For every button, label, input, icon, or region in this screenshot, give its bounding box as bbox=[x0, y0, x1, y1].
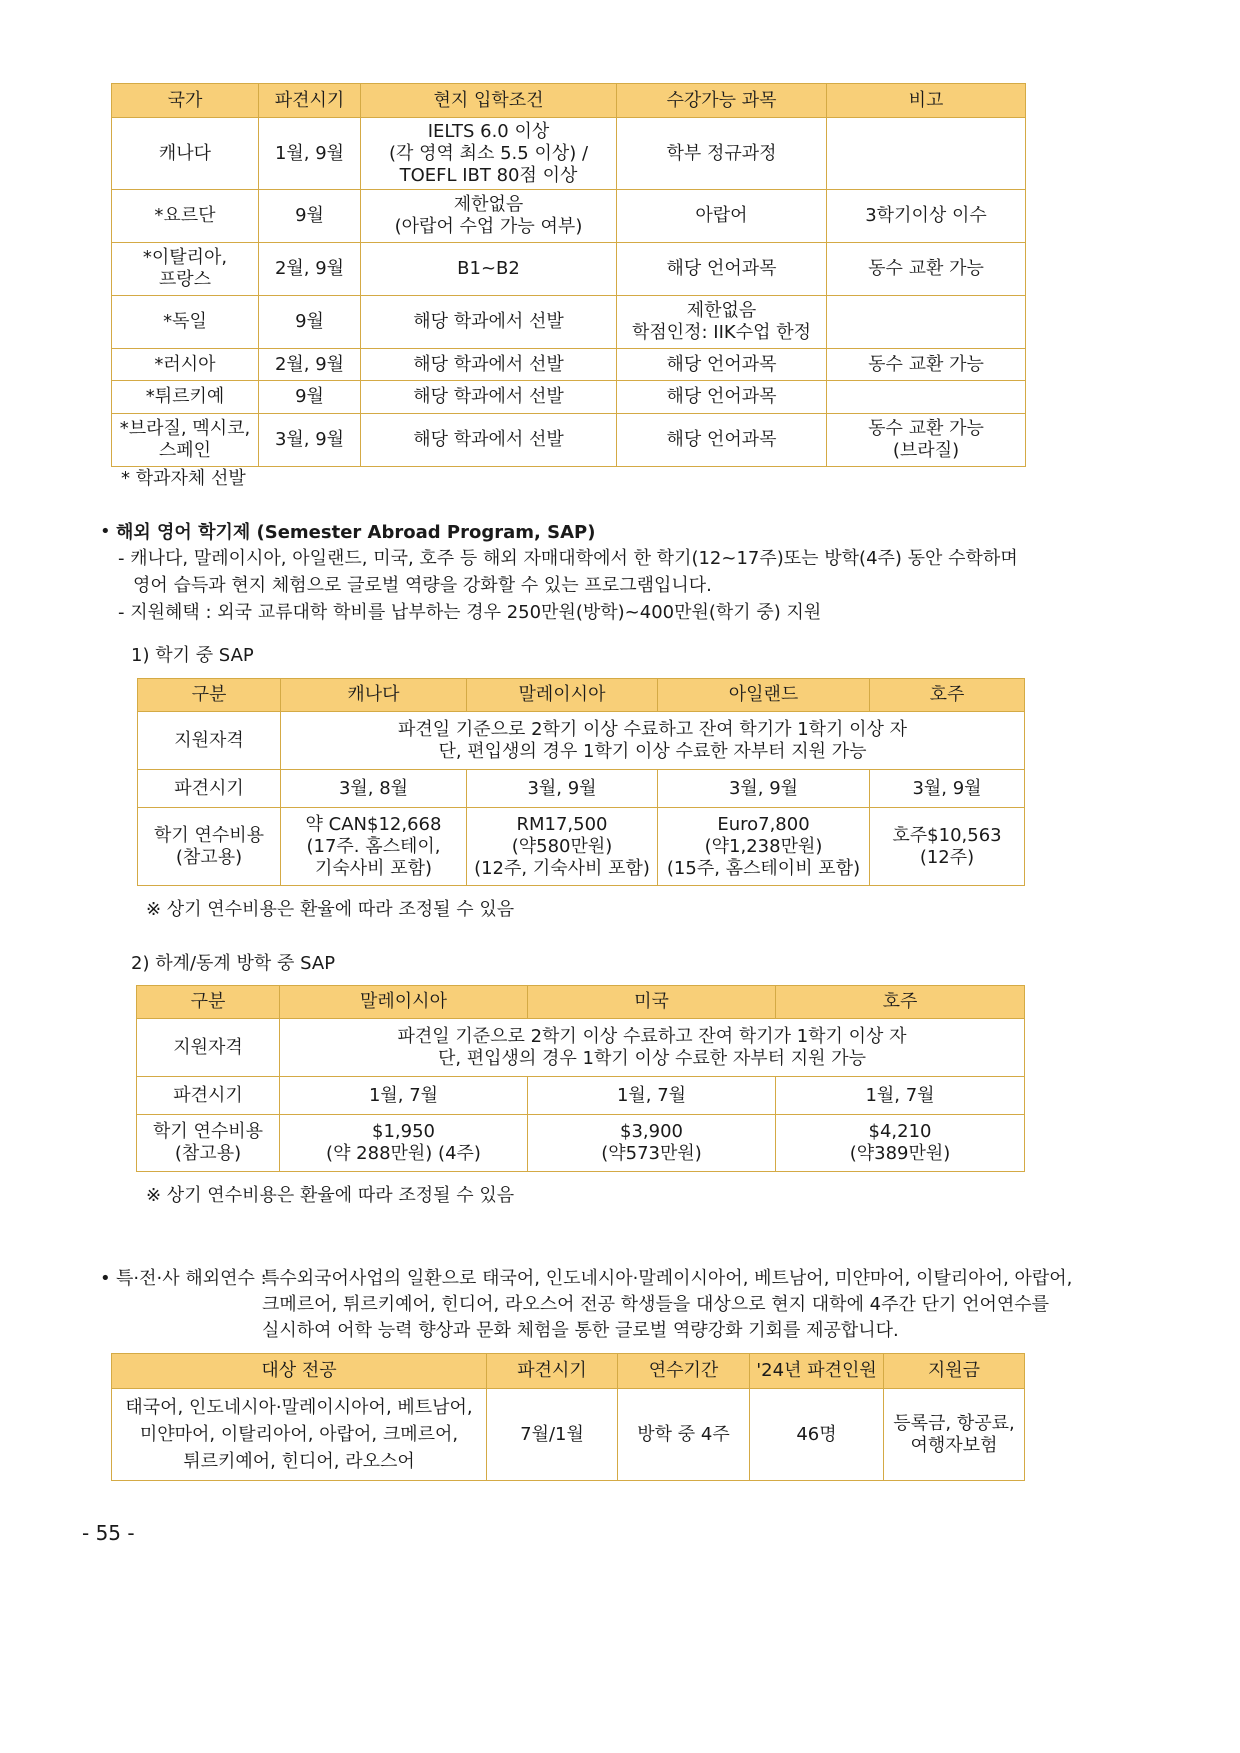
row-label-qualification: 지원자격 bbox=[138, 712, 281, 770]
special-program-line2: 크메르어, 튀르키예어, 힌디어, 라오스어 전공 학생들을 대상으로 현지 대학에 4주간 단기 언어연수를 bbox=[262, 1294, 1050, 1315]
table-cell: *튀르키예 bbox=[112, 381, 259, 414]
col-header-period: 파견시기 bbox=[487, 1354, 618, 1389]
col-header-duration: 연수기간 bbox=[618, 1354, 750, 1389]
col-header-australia: 호주 bbox=[870, 679, 1025, 712]
col-header-australia: 호주 bbox=[776, 986, 1025, 1019]
sap-desc-line1: - 캐나다, 말레이시아, 아일랜드, 미국, 호주 등 해외 자매대학에서 한 학기(12~17주)또는 방학(4주) 동안 수학하며 bbox=[118, 548, 1018, 569]
table-cell: 해당 언어과목 bbox=[617, 349, 827, 381]
table-cell: 해당 학과에서 선발 bbox=[361, 296, 617, 349]
table-cell: 1월, 7월 bbox=[776, 1077, 1025, 1115]
col-header-malaysia: 말레이시아 bbox=[467, 679, 658, 712]
table1-footnote: * 학과자체 선발 bbox=[121, 468, 246, 489]
table-row bbox=[112, 414, 1026, 467]
row-label-qualification: 지원자격 bbox=[137, 1019, 280, 1077]
qualification-text: 파견일 기준으로 2학기 이상 수료하고 잔여 학기가 1학기 이상 자 단, 편입생의 경우 1학기 이상 수료한 자부터 지원 가능 bbox=[280, 1019, 1025, 1077]
table-cell: 3월, 8월 bbox=[281, 770, 467, 808]
table-cell: 해당 언어과목 bbox=[617, 381, 827, 414]
col-header-courses: 수강가능 과목 bbox=[617, 84, 827, 118]
col-header-usa: 미국 bbox=[528, 986, 776, 1019]
table-cell: 해당 언어과목 bbox=[617, 414, 827, 467]
table-cell: $1,950 (약 288만원) (4주) bbox=[280, 1115, 528, 1172]
bullet-icon: • bbox=[100, 1268, 111, 1289]
table-cell: 1월, 9월 bbox=[259, 118, 361, 190]
table-cell: 46명 bbox=[750, 1389, 884, 1481]
table-cell: 동수 교환 가능 bbox=[827, 349, 1026, 381]
table-cell: *러시아 bbox=[112, 349, 259, 381]
col-header-admission: 현지 입학조건 bbox=[361, 84, 617, 118]
table-row bbox=[137, 1077, 1025, 1115]
table-cell: *독일 bbox=[112, 296, 259, 349]
table-cell: 제한없음 학점인정: IIK수업 한정 bbox=[617, 296, 827, 349]
table-row bbox=[138, 712, 1025, 770]
table-cell: $4,210 (약389만원) bbox=[776, 1115, 1025, 1172]
col-header-support: 지원금 bbox=[884, 1354, 1025, 1389]
col-header-category: 구분 bbox=[138, 679, 281, 712]
table-row bbox=[112, 381, 1026, 414]
table-cell: 3월, 9월 bbox=[658, 770, 870, 808]
col-header-ireland: 아일랜드 bbox=[658, 679, 870, 712]
special-language-table bbox=[111, 1353, 1025, 1481]
semester-sap-table bbox=[137, 678, 1025, 886]
table-cell bbox=[827, 118, 1026, 190]
sap-benefit: - 지원혜택 : 외국 교류대학 학비를 납부하는 경우 250만원(방학)~400만원(학기 중) 지원 bbox=[118, 602, 822, 623]
special-program-label: 특·전·사 해외연수 : bbox=[116, 1268, 267, 1289]
table-cell: 학부 정규과정 bbox=[617, 118, 827, 190]
col-header-period: 파견시기 bbox=[259, 84, 361, 118]
exchange-rate-note: ※ 상기 연수비용은 환율에 따라 조정될 수 있음 bbox=[146, 899, 515, 920]
table-cell: 9월 bbox=[259, 296, 361, 349]
exchange-rate-note: ※ 상기 연수비용은 환율에 따라 조정될 수 있음 bbox=[146, 1185, 515, 1206]
table-row bbox=[112, 190, 1026, 243]
table-cell: 3월, 9월 bbox=[467, 770, 658, 808]
table-row bbox=[138, 770, 1025, 808]
table-cell: 3월, 9월 bbox=[870, 770, 1025, 808]
table-cell: 2월, 9월 bbox=[259, 243, 361, 296]
col-header-canada: 캐나다 bbox=[281, 679, 467, 712]
table-row bbox=[137, 1115, 1025, 1172]
table-cell: 7월/1월 bbox=[487, 1389, 618, 1481]
table-row bbox=[138, 808, 1025, 886]
table-cell: 3학기이상 이수 bbox=[827, 190, 1026, 243]
table-cell: *요르단 bbox=[112, 190, 259, 243]
table-cell: 해당 학과에서 선발 bbox=[361, 381, 617, 414]
table-cell: 캐나다 bbox=[112, 118, 259, 190]
table-cell: 동수 교환 가능 bbox=[827, 243, 1026, 296]
table-cell: 9월 bbox=[259, 190, 361, 243]
table-cell: 1월, 7월 bbox=[528, 1077, 776, 1115]
table-cell: 등록금, 항공료, 여행자보험 bbox=[884, 1389, 1025, 1481]
col-header-category: 구분 bbox=[137, 986, 280, 1019]
row-label-cost: 학기 연수비용 (참고용) bbox=[138, 808, 281, 886]
col-header-country: 국가 bbox=[112, 84, 259, 118]
table-row bbox=[112, 349, 1026, 381]
col-header-malaysia: 말레이시아 bbox=[280, 986, 528, 1019]
sub-title-vacation: 2) 하계/동계 방학 중 SAP bbox=[131, 953, 336, 974]
page-number: - 55 - bbox=[82, 1521, 135, 1545]
table-cell: 아랍어 bbox=[617, 190, 827, 243]
row-label-period: 파견시기 bbox=[137, 1077, 280, 1115]
row-label-period: 파견시기 bbox=[138, 770, 281, 808]
table-cell bbox=[827, 381, 1026, 414]
table-cell: 동수 교환 가능 (브라질) bbox=[827, 414, 1026, 467]
table-cell: IELTS 6.0 이상 (각 영역 최소 5.5 이상) / TOEFL IBT 80점 이상 bbox=[361, 118, 617, 190]
table-cell: *브라질, 멕시코, 스페인 bbox=[112, 414, 259, 467]
sap-desc-line2: 영어 습득과 현지 체험으로 글로벌 역량을 강화할 수 있는 프로그램입니다. bbox=[133, 575, 712, 596]
table-row bbox=[112, 296, 1026, 349]
table-cell: 호주$10,563 (12주) bbox=[870, 808, 1025, 886]
col-header-participants: '24년 파견인원 bbox=[750, 1354, 884, 1389]
table-cell: 2월, 9월 bbox=[259, 349, 361, 381]
table-cell: B1~B2 bbox=[361, 243, 617, 296]
table-cell: 방학 중 4주 bbox=[618, 1389, 750, 1481]
bullet-icon: • bbox=[100, 521, 111, 542]
table-cell: 해당 학과에서 선발 bbox=[361, 349, 617, 381]
col-header-remarks: 비고 bbox=[827, 84, 1026, 118]
table-row bbox=[112, 1389, 1025, 1481]
table-cell: 3월, 9월 bbox=[259, 414, 361, 467]
table-cell: $3,900 (약573만원) bbox=[528, 1115, 776, 1172]
table-row bbox=[112, 118, 1026, 190]
table-cell: 제한없음 (아랍어 수업 가능 여부) bbox=[361, 190, 617, 243]
table-cell: *이탈리아, 프랑스 bbox=[112, 243, 259, 296]
table-row bbox=[137, 1019, 1025, 1077]
vacation-sap-table bbox=[136, 985, 1025, 1172]
col-header-major: 대상 전공 bbox=[112, 1354, 487, 1389]
table-cell bbox=[827, 296, 1026, 349]
row-label-cost: 학기 연수비용 (참고용) bbox=[137, 1115, 280, 1172]
sub-title-semester: 1) 학기 중 SAP bbox=[131, 645, 254, 666]
table-cell: 해당 언어과목 bbox=[617, 243, 827, 296]
special-program-line1: 특수외국어사업의 일환으로 태국어, 인도네시아·말레이시아어, 베트남어, 미얀마어, 이탈리아어, 아랍어, bbox=[262, 1268, 1073, 1289]
table-cell: RM17,500 (약580만원) (12주, 기숙사비 포함) bbox=[467, 808, 658, 886]
table-cell: 9월 bbox=[259, 381, 361, 414]
qualification-text: 파견일 기준으로 2학기 이상 수료하고 잔여 학기가 1학기 이상 자 단, 편입생의 경우 1학기 이상 수료한 자부터 지원 가능 bbox=[281, 712, 1025, 770]
special-program-line3: 실시하여 어학 능력 향상과 문화 체험을 통한 글로벌 역량강화 기회를 제공합니다. bbox=[262, 1320, 899, 1341]
table-cell: 해당 학과에서 선발 bbox=[361, 414, 617, 467]
table-cell: 태국어, 인도네시아·말레이시아어, 베트남어, 미얀마어, 이탈리아어, 아랍어, 크메르어, 튀르키예어, 힌디어, 라오스어 bbox=[112, 1389, 487, 1481]
table-cell: 약 CAN$12,668 (17주. 홈스테이, 기숙사비 포함) bbox=[281, 808, 467, 886]
table-cell: 1월, 7월 bbox=[280, 1077, 528, 1115]
exchange-country-table bbox=[111, 83, 1026, 467]
table-row bbox=[112, 243, 1026, 296]
table-cell: Euro7,800 (약1,238만원) (15주, 홈스테이비 포함) bbox=[658, 808, 870, 886]
sap-heading: 해외 영어 학기제 (Semester Abroad Program, SAP) bbox=[116, 522, 596, 543]
